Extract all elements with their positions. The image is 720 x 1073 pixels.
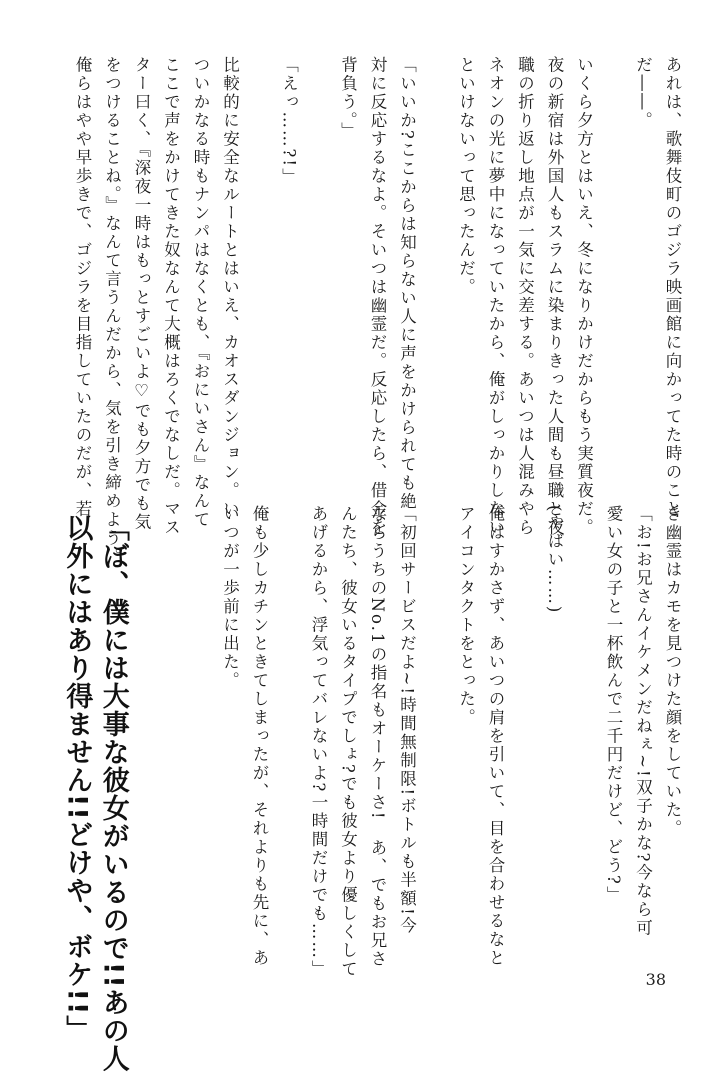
text-column: ター曰く、『深夜一時はもっとすごいよ♡でも夕方でも気 [132,56,151,532]
shout-line: 以外にはあり得ません!!どけや、ボケ!!」 [61,514,93,1044]
text-block-lower [220,505,682,979]
text-column: き幽霊はカモを見つけた顔をしていた。 [663,505,682,838]
text-column: 「初回サービスだよ~!時間無制限!ボトルも半額!今 [397,505,417,936]
text-column: 俺らはやや早歩きで、ゴジラを目指していたのだが、若 [73,56,92,519]
text-column: 背負う。」 [338,56,358,141]
page-number: 38 [645,970,666,989]
text-column: 俺はすかさず、あいつの肩を引いて、目を合わせるなと [486,505,505,968]
text-column [605,56,622,482]
text-column: いくら夕方とはいえ、冬になりかけだからもう実質夜だ。 [574,56,594,537]
text-column: んたち、彼女いるタイプでしょ?でも彼女より優しくして [338,505,358,979]
shout-line: 「ぼ、僕には大事な彼女がいるので!!あの人 [97,514,129,1073]
text-column [516,505,533,955]
text-column: といけないって思ったんだ。 [456,56,476,297]
text-column: 「お!お兄さんイケメンだねぇ~!双子かな?今なら可 [633,505,653,938]
text-column: ここで声をかけてきた奴なんて大概はろくでなしだ。マス [161,56,181,537]
text-column: 比較的に安全なルートとはいえ、カオスダンジョン。い [220,56,240,519]
text-column [575,505,592,955]
text-column: だ――。 [633,56,653,130]
text-column: 対に反応するなよ。そいつは幽霊だ。反応したら、借金を [368,56,387,537]
text-column: ネオンの光に夢中になっていたから、俺がしっかりしない [486,56,505,537]
text-column: あれは、歌舞伎町のゴジラ映画館に向かってた時のこと [663,56,682,519]
text-column: ついかなる時もナンパはなくとも、『おにいさん』なんて [191,56,210,529]
text-column: 俺も少しカチンときてしまったが、それよりも先に、あ [250,505,269,968]
text-column: アイコンタクトをとった。 [456,505,476,727]
text-column: 愛い女の子と一杯飲んで二千円だけど、どう?」 [604,505,623,905]
text-column: ならうちのNo.1の指名もオーケーさ! あ、でもお兄さ [368,505,387,969]
text-column [280,505,297,955]
text-column [428,505,445,955]
shout-text-block [61,514,129,1073]
text-column: をつけることね。』なんて言うんだから、気を引き締めよう。 [102,56,122,566]
text-column: 「えっ……?!」 [279,56,299,187]
text-column: 「いいか?ここからは知らない人に声をかけられても絶 [397,56,417,511]
text-column: 職の折り返し地点が一気に交差する。あいつは人混みやら [515,56,535,537]
text-column [251,56,268,482]
text-column: 夜の新宿は外国人もスラムに染まりきった人間も昼職と夜 [545,56,564,537]
text-column [428,56,445,482]
text-column: あげるから、浮気ってバレないよ?一時間だけでも……」 [309,505,328,979]
text-column [310,56,327,482]
text-column: (やばい……) [545,505,564,615]
text-column: いつが一歩前に出た。 [220,505,240,690]
